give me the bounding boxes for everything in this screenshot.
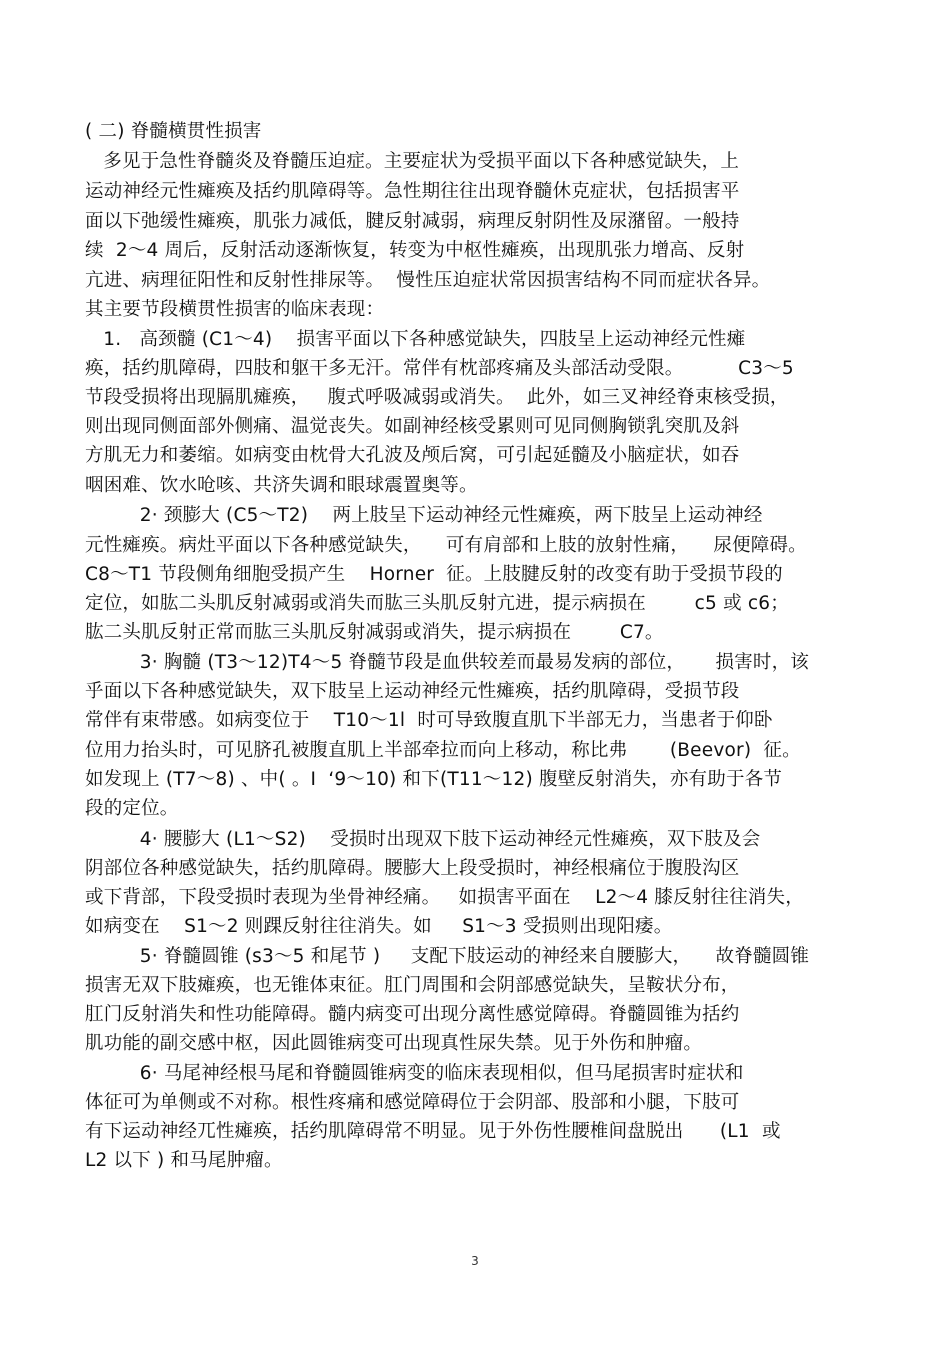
- body-line: 节段受损将出现膈肌瘫痪， 腹式呼吸减弱或消失。 此外，如三叉神经脊束核受损，: [85, 387, 789, 408]
- body-line: 1. 高颈髓 (C1～4) 损害平面以下各种感觉缺失，四肢呈上运动神经元性瘫: [85, 329, 746, 350]
- body-line: 5· 脊髓圆锥 (s3～5 和尾节 ) 支配下肢运动的神经来自腰膨大， 故脊髓圆锥: [85, 946, 810, 967]
- body-line: 多见于急性脊髓炎及脊髓压迫症。主要症状为受损平面以下各种感觉缺失，上: [85, 151, 740, 172]
- body-line: 运动神经元性瘫痪及括约肌障碍等。急性期往往出现脊髓休克症状，包括损害平: [85, 181, 740, 202]
- body-line: 2· 颈膨大 (C5～T2) 两上肢呈下运动神经元性瘫痪，两下肢呈上运动神经: [85, 505, 763, 526]
- page-number: 3: [471, 1254, 479, 1268]
- body-line: 阴部位各种感觉缺失，括约肌障碍。腰膨大上段受损时，神经根痛位于腹股沟区: [85, 858, 740, 879]
- body-line: 6· 马尾神经根马尾和脊髓圆锥病变的临床表现相似，但马尾损害时症状和: [85, 1063, 744, 1084]
- body-line: 痪，括约肌障碍，四肢和躯干多无汗。常伴有枕部疼痛及头部活动受限。 C3～5: [85, 358, 794, 379]
- body-line: L2 以下 ) 和马尾肿瘤。: [85, 1150, 283, 1171]
- body-line: 肱二头肌反射正常而肱三头肌反射减弱或消失，提示病损在 C7。: [85, 622, 664, 643]
- body-line: 体征可为单侧或不对称。根性疼痛和感觉障碍位于会阴部、股部和小腿，下肢可: [85, 1092, 740, 1113]
- body-line: 肛门反射消失和性功能障碍。髓内病变可出现分离性感觉障碍。脊髓圆锥为括约: [85, 1004, 740, 1025]
- body-line: 或下背部，下段受损时表现为坐骨神经痛。 如损害平面在 L2～4 膝反射往往消失，: [85, 887, 804, 908]
- section-heading: ( 二) 脊髓横贯性损害: [85, 121, 262, 142]
- body-line: 方肌无力和萎缩。如病变由枕骨大孔波及颅后窝，可引起延髓及小脑症状，如吞: [85, 445, 740, 466]
- body-line: 常伴有束带感。如病变位于 T10～1l 时可导致腹直肌下半部无力，当患者于仰卧: [85, 710, 773, 731]
- body-line: 有下运动神经兀性瘫痪，括约肌障碍常不明显。见于外伤性腰椎间盘脱出 (L1 或: [85, 1121, 781, 1142]
- body-line: 4· 腰膨大 (L1～S2) 受损时出现双下肢下运动神经元性瘫痪，双下肢及会: [85, 829, 761, 850]
- body-line: 元性瘫痪。病灶平面以下各种感觉缺失， 可有肩部和上肢的放射性痛， 尿便障碍。: [85, 535, 807, 556]
- body-line: 如发现上 (T7～8) 、中( 。I ‘9～10) 和下(T11～12) 腹壁反射消失，亦有助于各节: [85, 769, 783, 790]
- body-line: C8～T1 节段侧角细胞受损产生 Horner 征。上肢腱反射的改变有助于受损节段的: [85, 564, 783, 585]
- body-line: 定位，如肱二头肌反射减弱或消失而肱三头肌反射亢进，提示病损在 c5 或 c6；: [85, 593, 789, 614]
- body-line: 段的定位。: [85, 798, 179, 819]
- body-line: 损害无双下肢瘫痪，也无锥体束征。肛门周围和会阴部感觉缺失，呈鞍状分布，: [85, 975, 740, 996]
- body-line: 其主要节段横贯性损害的临床表现：: [85, 299, 385, 320]
- body-line: 3· 胸髓 (T3～12)T4～5 脊髓节段是血供较差而最易发病的部位， 损害时，该: [85, 652, 810, 673]
- body-line: 面以下弛缓性瘫痪，肌张力减低，腱反射减弱，病理反射阴性及尿潴留。一般持: [85, 211, 740, 232]
- body-line: 如病变在 S1～2 则踝反射往往消失。如 S1～3 受损则出现阳痿。: [85, 916, 673, 937]
- body-line: 咽困难、饮水呛咳、共济失调和眼球震置奥等。: [85, 475, 478, 496]
- body-line: 乎面以下各种感觉缺失，双下肢呈上运动神经元性瘫痪，括约肌障碍，受损节段: [85, 681, 740, 702]
- body-line: 亢进、病理征阳性和反射性排尿等。 慢性压迫症状常因损害结构不同而症状各异。: [85, 270, 771, 291]
- body-line: 续 2～4 周后，反射活动逐渐恢复，转变为中枢性瘫痪，出现肌张力增高、反射: [85, 240, 745, 261]
- body-line: 位用力抬头时，可见脐孔被腹直肌上半部牵拉而向上移动，称比弗 (Beevor) 征。: [85, 740, 801, 761]
- body-line: 则出现同侧面部外侧痛、温觉丧失。如副神经核受累则可见同侧胸锁乳突肌及斜: [85, 416, 740, 437]
- body-line: 肌功能的副交感中枢，因此圆锥病变可出现真性尿失禁。见于外伤和肿瘤。: [85, 1033, 703, 1054]
